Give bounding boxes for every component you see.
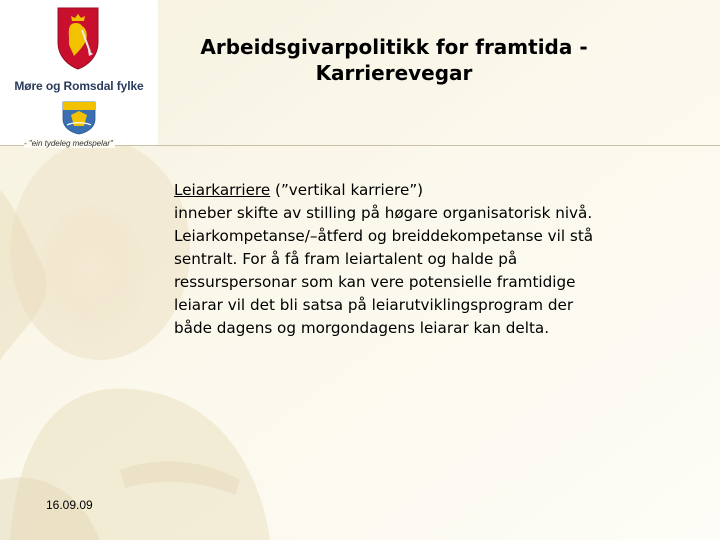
tagline: - "ein tydeleg medspelar" — [24, 139, 113, 148]
body-line: leiarar vil det bli satsa på leiarutviklingsprogram der — [174, 296, 574, 314]
slide-title-line: Karrierevegar — [315, 61, 473, 85]
logo-panel — [0, 0, 158, 145]
county-crest-icon — [62, 101, 96, 135]
slide-title — [160, 34, 628, 86]
heading-term: Leiarkarriere — [174, 181, 271, 199]
lion-crest-icon — [56, 6, 100, 70]
body-line: ressurspersonar som kan vere potensielle framtidige — [174, 273, 576, 291]
body-line: både dagens og morgondagens leiarar kan delta. — [174, 319, 550, 337]
organization-name: Møre og Romsdal fylke — [14, 79, 144, 93]
body-heading — [174, 179, 694, 202]
heading-rest: (”vertikal karriere”) — [270, 181, 424, 199]
body-line: sentralt. For å få fram leiartalent og halde på — [174, 250, 518, 268]
body-text — [174, 179, 694, 340]
body-line: Leiarkompetanse/–åtferd og breiddekompetanse vil stå — [174, 227, 594, 245]
slide-title-line: Arbeidsgivarpolitikk for framtida - — [200, 35, 588, 59]
body-line: inneber skifte av stilling på høgare organisatorisk nivå. — [174, 204, 593, 222]
slide-date: 16.09.09 — [46, 498, 93, 512]
